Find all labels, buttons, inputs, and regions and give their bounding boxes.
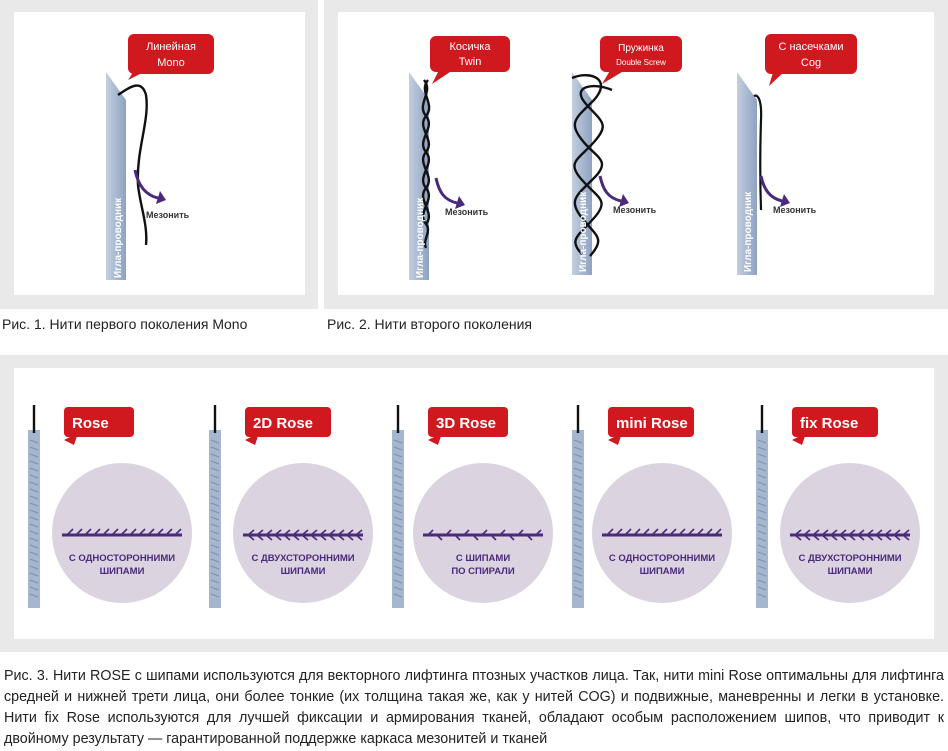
description-line2: ШИПАМИ <box>99 566 145 577</box>
label-line1: С насечками <box>778 41 844 53</box>
description-line2: ПО СПИРАЛИ <box>451 566 515 577</box>
arrow-icon <box>436 178 457 203</box>
description-line1: С ОДНОСТОРОННИМИ <box>68 553 176 564</box>
figure-1-caption: Рис. 1. Нити первого поколения Mono <box>2 316 248 332</box>
thread-name-label: Rose <box>72 415 109 432</box>
cross-section-circle <box>233 463 373 603</box>
description-line2: ШИПАМИ <box>639 566 685 577</box>
description-line1: С ШИПАМИ <box>455 553 511 564</box>
label-line2: Twin <box>458 56 482 68</box>
thread-name-label: 3D Rose <box>436 415 497 432</box>
needle-label: Игла-проводник <box>113 197 124 278</box>
description-line1: С ДВУХСТОРОННИМИ <box>798 553 902 564</box>
figure-3-caption: Рис. 3. Нити ROSE с шипами используются для векторного лифтинга птозных участков лица. Так, нити mini Rose оптимальны для лифтинга средней и нижней трети лица, они более тонкие (их толщина такая же, как у нитей COG) и подвижные, маневренны и легки в установке. Нити fix Rose используются для лучшей фиксации и армирования тканей, обладают особым расположением шипов, что приводит к двойному результату — гарантированной поддержке каркаса мезонитей и тканей <box>4 668 944 747</box>
cross-section-circle <box>780 463 920 603</box>
mesonit-label: Мезонить <box>613 205 657 215</box>
figure-3-illustration <box>0 355 948 652</box>
thread-name-label: 2D Rose <box>253 415 314 432</box>
label-line1: Линейная <box>146 41 196 53</box>
description-line2: ШИПАМИ <box>827 566 873 577</box>
description-line1: С ДВУХСТОРОННИМИ <box>251 553 355 564</box>
figure-1-illustration <box>0 0 318 309</box>
arrow-icon <box>600 176 621 201</box>
description-line2: ШИПАМИ <box>280 566 326 577</box>
thread-name-label: fix Rose <box>800 415 859 432</box>
figure-2-caption: Рис. 2. Нити второго поколения <box>327 316 532 332</box>
label-line1: Пружинка <box>618 43 664 54</box>
label-line2: Mono <box>157 57 185 69</box>
needle-label: Игла-проводник <box>578 191 589 272</box>
label-line1: Косичка <box>449 41 491 53</box>
label-line2: Double Screw <box>616 58 666 67</box>
arrow-icon <box>761 176 782 201</box>
mesonit-label: Мезонить <box>445 207 489 217</box>
mesonit-label: Мезонить <box>146 210 190 220</box>
needle-label: Игла-проводник <box>743 191 754 272</box>
thread-name-label: mini Rose <box>616 415 688 432</box>
description-line1: С ОДНОСТОРОННИМИ <box>608 553 716 564</box>
mesonit-label: Мезонить <box>773 205 817 215</box>
label-line2: Cog <box>800 57 822 69</box>
figure-2-illustration <box>324 0 948 309</box>
needle-label: Игла-проводник <box>415 197 426 278</box>
